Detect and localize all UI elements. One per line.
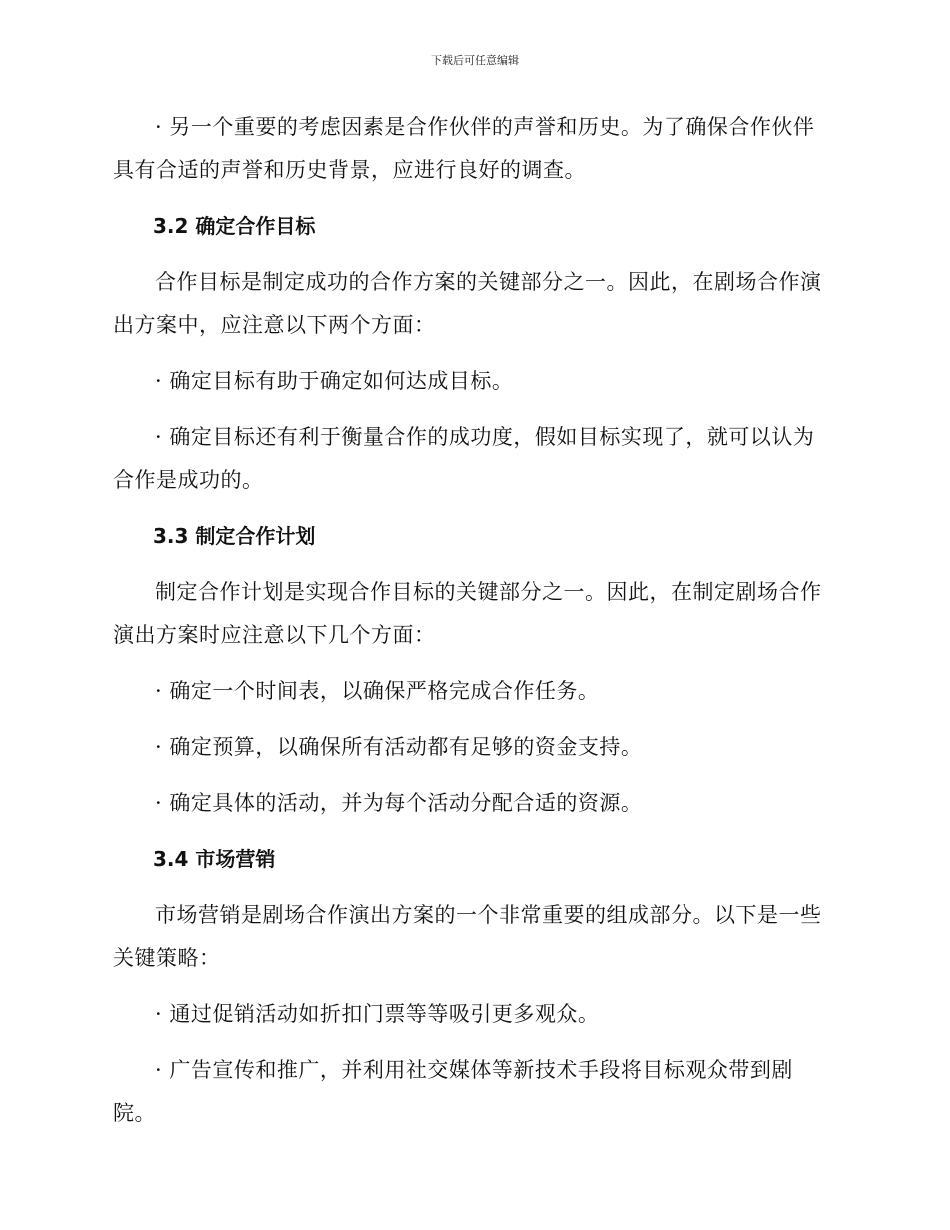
bullet-goal-measure: · 确定目标还有利于衡量合作的成功度，假如目标实现了，就可以认为合作是成功的。 bbox=[113, 425, 815, 492]
bullet-goal-achieve: · 确定目标有助于确定如何达成目标。 bbox=[155, 369, 514, 393]
page-header: 下载后可任意编辑 bbox=[431, 54, 519, 67]
bullet-plan-activities: · 确定具体的活动，并为每个活动分配合适的资源。 bbox=[155, 791, 643, 815]
bullet-marketing-promotion: · 通过促销活动如折扣门票等等吸引更多观众。 bbox=[155, 1002, 600, 1026]
section-heading-3-3: 3.3 制定合作计划 bbox=[153, 524, 316, 548]
paragraph-partner-reputation: · 另一个重要的考虑因素是合作伙伴的声誉和历史。为了确保合作伙伴具有合适的声誉和历史背景，应进行良好的调查。 bbox=[113, 115, 815, 182]
paragraph-plan-intro: 制定合作计划是实现合作目标的关键部分之一。因此，在制定剧场合作演出方案时应注意以下几个方面： bbox=[113, 580, 822, 647]
document-body bbox=[113, 106, 833, 1148]
bullet-plan-budget: · 确定预算，以确保所有活动都有足够的资金支持。 bbox=[155, 735, 643, 759]
section-heading-3-2: 3.2 确定合作目标 bbox=[153, 214, 316, 238]
bullet-marketing-advertising: · 广告宣传和推广，并利用社交媒体等新技术手段将目标观众带到剧院。 bbox=[113, 1058, 793, 1125]
bullet-plan-timeline: · 确定一个时间表，以确保严格完成合作任务。 bbox=[155, 679, 600, 703]
paragraph-goals-intro: 合作目标是制定成功的合作方案的关键部分之一。因此，在剧场合作演出方案中，应注意以下两个方面： bbox=[113, 270, 822, 337]
section-heading-3-4: 3.4 市场营销 bbox=[153, 847, 276, 871]
paragraph-marketing-intro: 市场营销是剧场合作演出方案的一个非常重要的组成部分。以下是一些关键策略： bbox=[113, 903, 822, 970]
